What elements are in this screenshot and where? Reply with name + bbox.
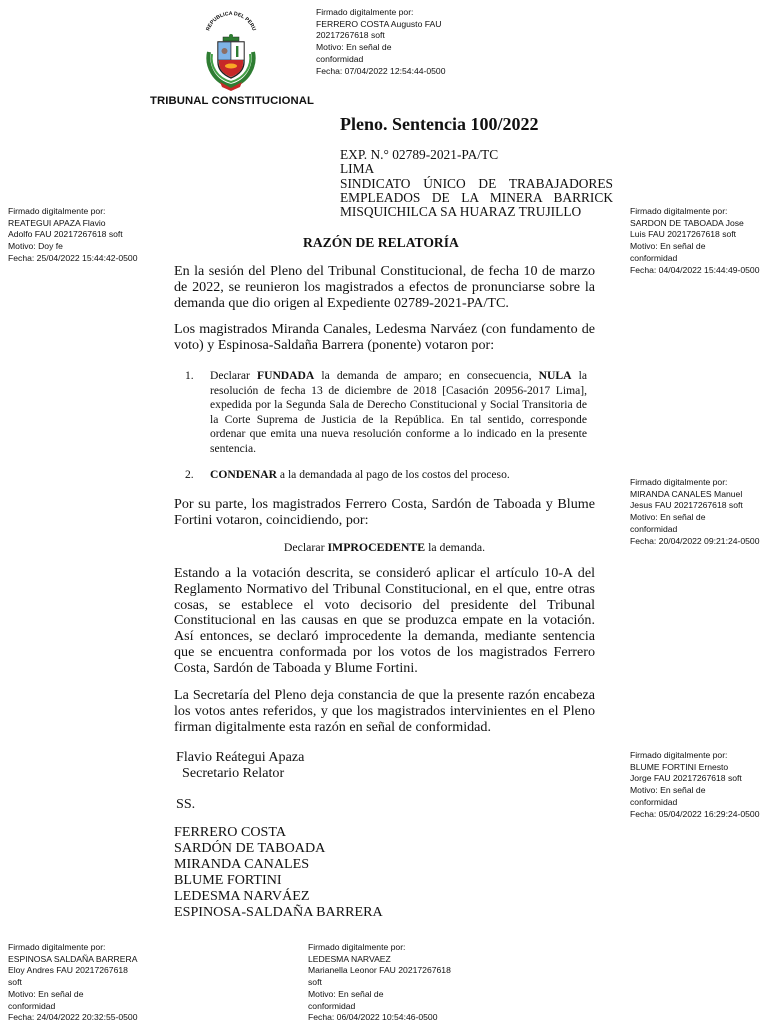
crest-text: REPUBLICA DEL PERU: [205, 10, 257, 32]
signer-name: Flavio Reátegui Apaza: [176, 749, 305, 765]
signature-block-ledesma: Firmado digitalmente por: LEDESMA NARVAEZ Marianella Leonor FAU 20217267618 soft Motivo: En señal de conformidad Fecha: 06/04/2022 10:54:46-0500: [308, 942, 451, 1023]
section-heading: RAZÓN DE RELATORÍA: [303, 235, 459, 250]
institution-name: TRIBUNAL CONSTITUCIONAL: [150, 95, 315, 107]
magistrate-name: FERRERO COSTA: [174, 824, 287, 840]
signature-block-ferrero: Firmado digitalmente por: FERRERO COSTA Augusto FAU 20217267618 soft Motivo: En señal de conformidad Fecha: 07/04/2022 12:54:44-0500: [316, 7, 446, 76]
signer-role: Secretario Relator: [182, 765, 285, 781]
ss-label: SS.: [176, 796, 196, 812]
paragraph-secretary: La Secretaría del Pleno deja constancia de que la presente razón encabeza los votos antes referidos, y que los magistrados intervinientes en el Pleno firman digitalmente esta razón en señal de conformidad.: [174, 687, 595, 735]
signature-block-espinosa: Firmado digitalmente por: ESPINOSA SALDAÑA BARRERA Eloy Andres FAU 20217267618 soft Motivo: En señal de conformidad Fecha: 24/04/2022 20:32:55-0500: [8, 942, 138, 1023]
ruling-list: [185, 369, 587, 482]
magistrate-name: ESPINOSA-SALDAÑA BARRERA: [174, 903, 383, 920]
case-number: EXP. N.° 02789-2021-PA/TC: [340, 147, 499, 162]
list-item: 1. Declarar FUNDADA la demanda de amparo; en consecuencia, NULA la resolución de fecha 13 de diciembre de 2018 [Casación 20956-2017 Lima], expedida por la Segunda Sala de Derecho Constitucional y Social Transitoria de la Corte Suprema de Justicia de la República. En tal sentido, corresponde ordenar que emita una nueva resolución conforme a lo indicado en la presente sentencia.: [185, 369, 587, 455]
paragraph-decision: Estando a la votación descrita, se consideró aplicar el artículo 10-A del Reglamento Normativo del Tribunal Constitucional, en el que, entre otras cosas, se establece el voto decisorio del presidente del Tribunal Constitucional en las causas en que se produzca empate en la votación. Así entonces, se declaró improcedente la demanda, mediante sentencia que se encuentra conformada por los votos de los magistrados Ferrero Costa, Sardón de Taboada y Blume Fortini.: [174, 565, 595, 676]
paragraph-votes-minority: Por su parte, los magistrados Ferrero Costa, Sardón de Taboada y Blume Fortini votaron, coincidiendo, por:: [174, 496, 595, 528]
magistrate-name: BLUME FORTINI: [174, 871, 282, 888]
signature-block-miranda: Firmado digitalmente por: MIRANDA CANALES Manuel Jesus FAU 20217267618 soft Motivo: En señal de conformidad Fecha: 20/04/2022 09:21:24-0500: [630, 477, 760, 546]
case-location: LIMA: [340, 161, 375, 177]
svg-text:REPUBLICA DEL PERU: [205, 11, 256, 32]
signature-block-reategui: Firmado digitalmente por: REATEGUI APAZA Flavio Adolfo FAU 20217267618 soft Motivo: Doy fe Fecha: 25/04/2022 15:44:42-0500: [8, 206, 138, 263]
magistrates-list: [174, 825, 383, 920]
document-title: Pleno. Sentencia 100/2022: [340, 114, 539, 134]
paragraph-votes-majority: Los magistrados Miranda Canales, Ledesma Narváez (con fundamento de voto) y Espinosa-Saldaña Barrera (ponente) votaron por:: [174, 321, 595, 353]
signature-block-blume: Firmado digitalmente por: BLUME FORTINI Ernesto Jorge FAU 20217267618 soft Motivo: En señal de conformidad Fecha: 05/04/2022 16:29:24-0500: [630, 750, 760, 819]
magistrate-name: LEDESMA NARVÁEZ: [174, 887, 310, 904]
paragraph-session: En la sesión del Pleno del Tribunal Constitucional, de fecha 10 de marzo de 2022, se reunieron los magistrados a efectos de pronunciarse sobre la demanda que dio origen al Expediente 02789-2021-PA/TC.: [174, 263, 595, 311]
signature-block-sardon: Firmado digitalmente por: SARDON DE TABOADA Jose Luis FAU 20217267618 soft Motivo: En señal de conformidad Fecha: 04/04/2022 15:44:49-0500: [630, 206, 760, 275]
case-party-line: MISQUICHILCA SA HUARAZ TRUJILLO: [340, 204, 582, 220]
list-item: 2. CONDENAR a la demandada al pago de los costos del proceso.: [185, 467, 510, 481]
case-party-line: SINDICATO ÚNICO DE TRABAJADORES: [340, 175, 613, 191]
coat-of-arms-logo: [196, 8, 266, 92]
magistrate-name: MIRANDA CANALES: [174, 855, 310, 872]
case-header: [340, 148, 613, 219]
declaration-improcedente: Declarar IMPROCEDENTE la demanda.: [283, 540, 486, 554]
case-party-line: EMPLEADOS DE LA MINERA BARRICK: [340, 189, 613, 205]
magistrate-name: SARDÓN DE TABOADA: [174, 839, 326, 856]
